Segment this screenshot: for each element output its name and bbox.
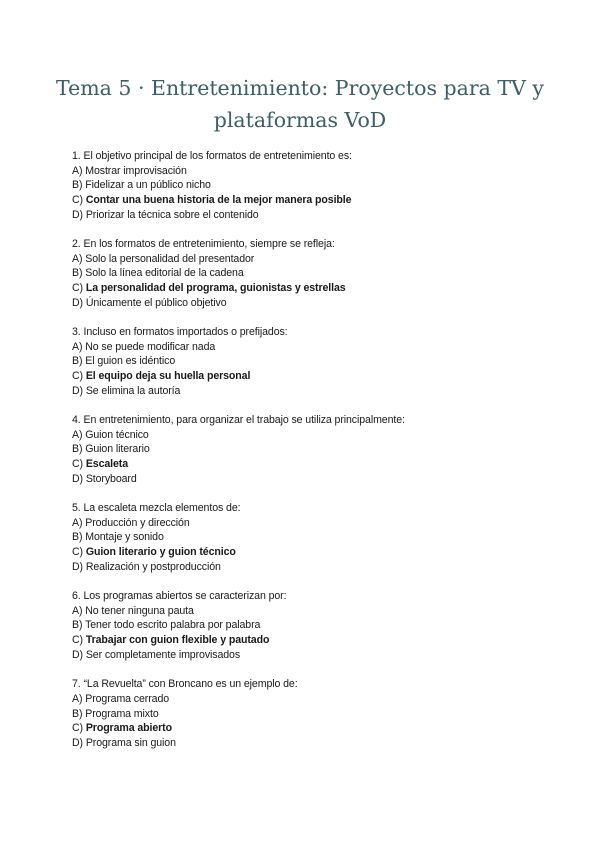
option-text: Se elimina la autoría (85, 384, 181, 397)
question-block (72, 589, 552, 663)
question-text: 6. Los programas abiertos se caracterizan por: (72, 590, 287, 603)
option-text: Programa mixto (85, 707, 159, 720)
option-letter: C) (72, 194, 83, 207)
answer-option (72, 618, 552, 633)
option-letter: D) (72, 560, 83, 573)
option-letter: C) (72, 370, 83, 383)
correct-answer-option (72, 633, 552, 648)
option-text: Escaleta (85, 458, 129, 471)
correct-answer-option (72, 721, 552, 736)
question-block (72, 149, 552, 223)
option-text: Programa cerrado (85, 692, 170, 705)
option-letter: C) (72, 634, 83, 647)
option-letter: A) (72, 252, 83, 265)
option-letter: A) (72, 428, 83, 441)
answer-option (72, 178, 552, 193)
option-text: El guion es idéntico (85, 355, 176, 368)
answer-option (72, 604, 552, 619)
option-text: Priorizar la técnica sobre el contenido (85, 208, 259, 221)
option-letter: B) (72, 619, 83, 632)
option-text: El equipo deja su huella personal (85, 370, 251, 383)
answer-option (72, 354, 552, 369)
page-title: Tema 5 · Entretenimiento: Proyectos para TV y plataformas VoD (56, 76, 544, 132)
option-text: La personalidad del programa, guionistas y estrellas (85, 282, 346, 295)
option-text: Tener todo escrito palabra por palabra (85, 619, 261, 632)
option-text: Solo la línea editorial de la cadena (85, 267, 244, 280)
option-letter: D) (72, 472, 83, 485)
option-text: Programa sin guion (85, 736, 176, 749)
option-letter: A) (72, 164, 83, 177)
question-block (72, 413, 552, 487)
option-letter: B) (72, 443, 83, 456)
option-letter: B) (72, 707, 83, 720)
option-text: Ser completamente improvisados (85, 648, 241, 661)
option-text: Contar una buena historia de la mejor manera posible (85, 194, 352, 207)
option-letter: C) (72, 282, 83, 295)
answer-option (72, 252, 552, 267)
option-letter: D) (72, 648, 83, 661)
option-letter: A) (72, 604, 83, 617)
option-text: Realización y postproducción (85, 560, 221, 573)
answer-option (72, 208, 552, 223)
answer-option (72, 560, 552, 575)
option-text: Fidelizar a un público nicho (85, 179, 211, 192)
correct-answer-option (72, 281, 552, 296)
option-letter: B) (72, 531, 83, 544)
correct-answer-option (72, 545, 552, 560)
option-text: Storyboard (85, 472, 137, 485)
answer-option (72, 384, 552, 399)
question-text: 1. El objetivo principal de los formatos de entretenimiento es: (72, 150, 352, 162)
option-text: Montaje y sonido (85, 531, 164, 544)
option-text: Mostrar improvisación (85, 164, 187, 177)
answer-option (72, 340, 552, 355)
answer-option (72, 472, 552, 487)
option-letter: C) (72, 458, 83, 471)
option-letter: D) (72, 208, 83, 221)
option-text: Guion literario (85, 443, 150, 456)
option-letter: D) (72, 296, 83, 309)
option-text: Solo la personalidad del presentador (85, 252, 255, 265)
option-letter: C) (72, 722, 83, 735)
correct-answer-option (72, 193, 552, 208)
option-letter: B) (72, 179, 83, 192)
answer-option (72, 692, 552, 707)
answer-option (72, 736, 552, 751)
option-text: Programa abierto (85, 722, 172, 735)
option-text: Producción y dirección (85, 516, 190, 529)
answer-option (72, 266, 552, 281)
question-text: 2. En los formatos de entretenimiento, siempre se refleja: (72, 238, 335, 251)
option-letter: C) (72, 546, 83, 559)
option-letter: B) (72, 267, 83, 280)
answer-option (72, 164, 552, 179)
answer-option (72, 428, 552, 443)
answer-option (72, 442, 552, 457)
question-block (72, 501, 552, 575)
option-text: Guion técnico (85, 428, 149, 441)
correct-answer-option (72, 457, 552, 472)
answer-option (72, 296, 552, 311)
question-block (72, 677, 552, 751)
option-letter: A) (72, 692, 83, 705)
option-letter: A) (72, 340, 83, 353)
question-block (72, 237, 552, 311)
option-text: No se puede modificar nada (85, 340, 216, 353)
option-text: Trabajar con guion flexible y pautado (85, 634, 270, 647)
option-text: Únicamente el público objetivo (85, 296, 227, 309)
question-text: 3. Incluso en formatos importados o prefijados: (72, 326, 288, 339)
option-letter: A) (72, 516, 83, 529)
option-letter: D) (72, 384, 83, 397)
question-text: 4. En entretenimiento, para organizar el trabajo se utiliza principalmente: (72, 414, 405, 427)
option-text: No tener ninguna pauta (85, 604, 194, 617)
question-text: 5. La escaleta mezcla elementos de: (72, 502, 241, 515)
option-letter: B) (72, 355, 83, 368)
option-letter: D) (72, 736, 83, 749)
answer-option (72, 707, 552, 722)
correct-answer-option (72, 369, 552, 384)
question-block (72, 325, 552, 399)
answer-option (72, 648, 552, 663)
question-text: 7. “La Revuelta” con Broncano es un ejemplo de: (72, 678, 298, 691)
answer-option (72, 530, 552, 545)
answer-option (72, 516, 552, 531)
question-list (72, 149, 552, 765)
option-text: Guion literario y guion técnico (85, 546, 236, 559)
